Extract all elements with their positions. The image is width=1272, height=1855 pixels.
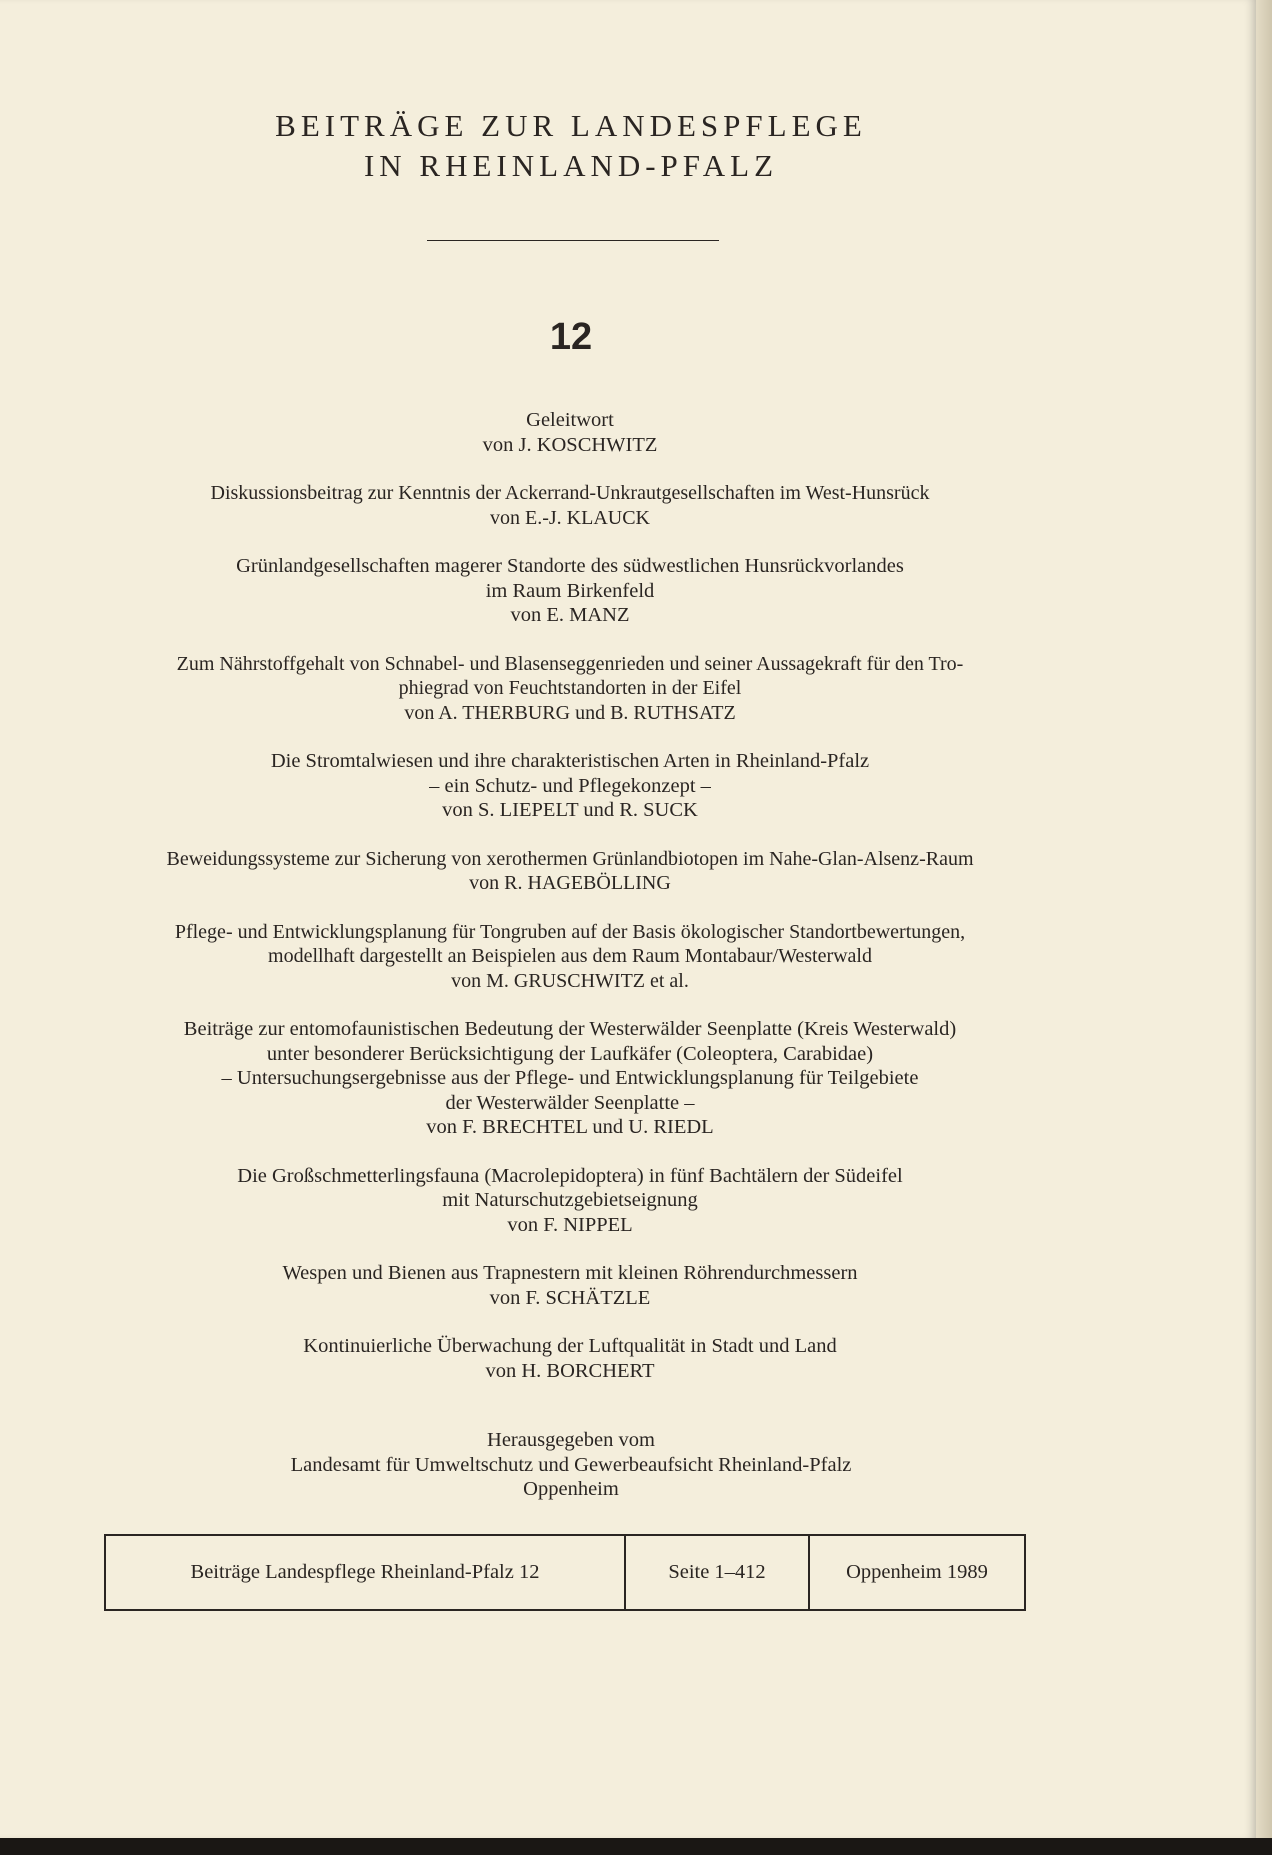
- publisher-intro: Herausgegeben vom: [487, 1429, 655, 1451]
- contents-entry: [60, 920, 1080, 994]
- entry-title: Zum Nährstoffgehalt von Schnabel- und Blasenseggenrieden und seiner Aussagekraft für den Tro-: [176, 652, 964, 675]
- entry-title-cont: phiegrad von Feuchtstandorten in der Eifel: [398, 677, 742, 699]
- entry-title: Die Großschmetterlingsfauna (Macrolepidoptera) in fünf Bachtälern der Südeifel: [237, 1164, 903, 1187]
- entry-title-cont: im Raum Birkenfeld: [485, 579, 655, 602]
- entry-title-cont: unter besonderer Berücksichtigung der Laufkäfer (Coleoptera, Carabidae): [266, 1042, 874, 1065]
- entry-title: Die Stromtalwiesen und ihre charakteristischen Arten in Rheinland-Pfalz: [270, 750, 870, 772]
- entry-title-cont: – Untersuchungsergebnisse aus der Pflege- und Entwicklungsplanung für Teilgebiete: [221, 1067, 919, 1089]
- entry-author: von E. MANZ: [510, 604, 630, 626]
- publisher-name: Landesamt für Umweltschutz und Gewerbeaufsicht Rheinland-Pfalz: [290, 1453, 852, 1476]
- entry-author: von H. BORCHERT: [485, 1359, 655, 1382]
- contents-entry: [60, 652, 1080, 726]
- contents-entry: [60, 1334, 1080, 1383]
- entry-title-cont: mit Naturschutzgebietseignung: [442, 1189, 698, 1211]
- entry-title: Wespen und Bienen aus Trapnestern mit kleinen Röhrendurchmessern: [282, 1262, 858, 1284]
- series-title-line2: IN RHEINLAND-PFALZ: [363, 148, 779, 183]
- entry-title: Kontinuierliche Überwachung der Luftqualität in Stadt und Land: [303, 1335, 837, 1357]
- entry-title-cont: modellhaft dargestellt an Beispielen aus dem Raum Montabaur/Westerwald: [268, 945, 872, 967]
- contents-entry: [60, 554, 1080, 628]
- entry-author: von A. THERBURG und B. RUTHSATZ: [404, 701, 736, 724]
- entry-title: Diskussionsbeitrag zur Kenntnis der Ackerrand-Unkrautgesellschaften im West-Hunsrück: [210, 482, 930, 504]
- entry-author: von F. NIPPEL: [507, 1213, 633, 1236]
- entry-title: Geleitwort: [526, 409, 614, 431]
- entry-title: Beweidungssysteme zur Sicherung von xerothermen Grünlandbiotopen im Nahe-Glan-Alsenz-Raum: [166, 847, 974, 870]
- publisher-place: Oppenheim: [523, 1478, 619, 1500]
- entry-author: von M. GRUSCHWITZ et al.: [451, 969, 689, 992]
- imprint-series: Beiträge Landespflege Rheinland-Pfalz 12: [106, 1536, 626, 1609]
- entry-title-cont: der Westerwälder Seenplatte –: [445, 1091, 695, 1114]
- entry-author: von R. HAGEBÖLLING: [469, 872, 671, 894]
- entry-author: von F. BRECHTEL und U. RIEDL: [426, 1116, 714, 1138]
- volume-number: 12: [549, 316, 593, 358]
- imprint-pages: Seite 1–412: [626, 1536, 810, 1609]
- contents-entry: [60, 1164, 1080, 1238]
- contents-entry: [60, 1261, 1080, 1310]
- table-of-contents: [60, 408, 1080, 1407]
- entry-author: von E.-J. KLAUCK: [490, 506, 650, 529]
- entry-title: Pflege- und Entwicklungsplanung für Tongruben auf der Basis ökologischer Standortbewertungen,: [174, 920, 966, 943]
- entry-author: von J. KOSCHWITZ: [482, 433, 658, 456]
- page-edge: [1256, 0, 1272, 1838]
- entry-title: Grünlandgesellschaften magerer Standorte des südwestlichen Hunsrückvorlandes: [236, 555, 904, 577]
- series-title-line1: BEITRÄGE ZUR LANDESPFLEGE: [275, 108, 867, 143]
- entry-title-cont: – ein Schutz- und Pflegekonzept –: [429, 774, 711, 797]
- contents-entry: [60, 749, 1080, 823]
- imprint-place-year: Oppenheim 1989: [846, 1561, 988, 1583]
- entry-title: Beiträge zur entomofaunistischen Bedeutung der Westerwälder Seenplatte (Kreis Westerwald): [183, 1018, 957, 1040]
- title-divider: [427, 240, 719, 241]
- contents-entry: [60, 847, 1080, 896]
- entry-author: von S. LIEPELT und R. SUCK: [442, 799, 698, 821]
- contents-entry: [60, 1017, 1080, 1140]
- publisher-block: [0, 1428, 1142, 1502]
- entry-author: von F. SCHÄTZLE: [489, 1286, 651, 1309]
- contents-entry: [60, 408, 1080, 457]
- imprint-box: [104, 1534, 1026, 1611]
- contents-entry: [60, 481, 1080, 530]
